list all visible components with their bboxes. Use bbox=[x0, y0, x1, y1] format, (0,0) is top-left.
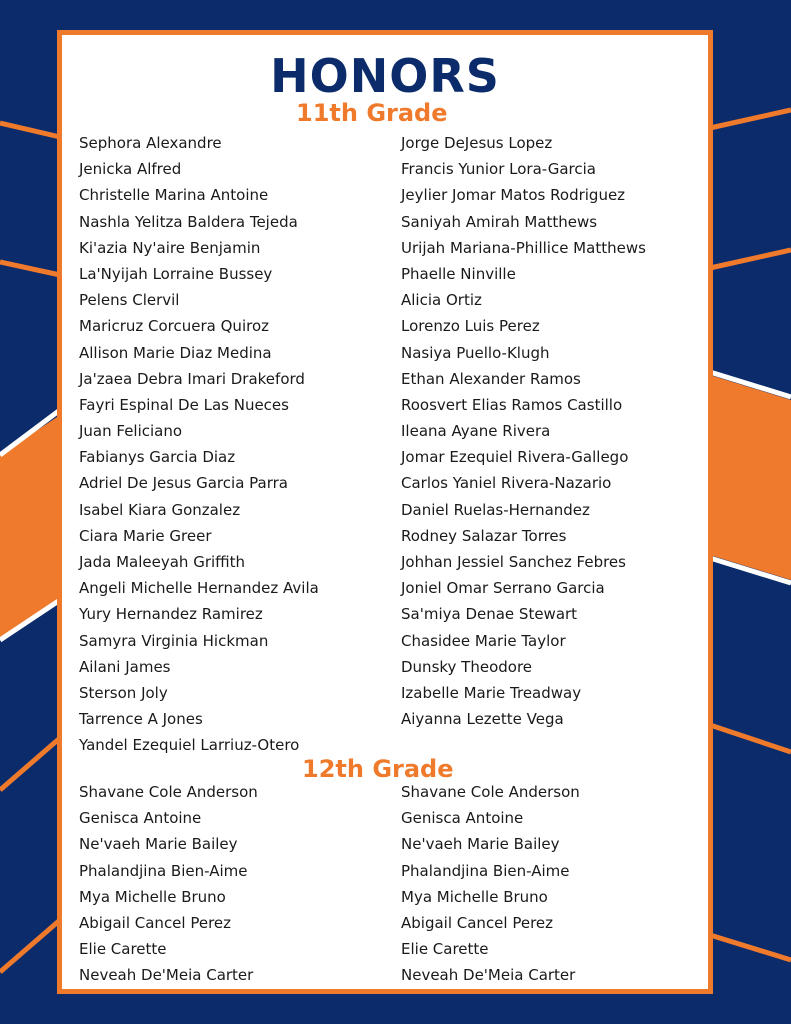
student-name: Pelens Clervil bbox=[79, 291, 180, 310]
student-name: Ne'vaeh Marie Bailey bbox=[401, 835, 560, 854]
student-name: Roosvert Elias Ramos Castillo bbox=[401, 395, 623, 414]
grade-12-heading: 12th Grade bbox=[302, 755, 454, 783]
student-name: Neveah De'Meia Carter bbox=[79, 966, 254, 985]
student-name: Alicia Ortiz bbox=[401, 291, 482, 310]
grade-11-list-left bbox=[79, 130, 319, 759]
student-name: Carlos Yaniel Rivera-Nazario bbox=[401, 474, 612, 493]
student-name: Yury Hernandez Ramirez bbox=[79, 605, 263, 624]
grade-11-list-right bbox=[401, 130, 646, 732]
student-name: Neveah De'Meia Carter bbox=[401, 966, 576, 985]
student-name: Izabelle Marie Treadway bbox=[401, 683, 582, 702]
student-name: Maricruz Corcuera Quiroz bbox=[79, 317, 269, 336]
student-name: Jomar Ezequiel Rivera-Gallego bbox=[401, 448, 629, 467]
honors-card bbox=[57, 30, 713, 994]
student-name: Jorge DeJesus Lopez bbox=[401, 134, 553, 152]
student-name: Christelle Marina Antoine bbox=[79, 186, 269, 205]
student-name: Ciara Marie Greer bbox=[79, 526, 212, 545]
student-name: Juan Feliciano bbox=[79, 422, 183, 441]
student-name: Nashla Yelitza Baldera Tejeda bbox=[79, 212, 298, 231]
student-name: Sa'miya Denae Stewart bbox=[401, 605, 578, 624]
student-name: Mya Michelle Bruno bbox=[401, 887, 548, 906]
student-name: La'Nyijah Lorraine Bussey bbox=[79, 264, 273, 283]
grade-12-list-right bbox=[401, 779, 580, 989]
student-name: Fabianys Garcia Diaz bbox=[79, 448, 236, 467]
student-name: Joniel Omar Serrano Garcia bbox=[401, 579, 605, 598]
grade-11-heading: 11th Grade bbox=[296, 99, 448, 127]
student-name: Francis Yunior Lora-Garcia bbox=[401, 160, 596, 179]
student-name: Jeylier Jomar Matos Rodriguez bbox=[401, 186, 626, 205]
student-name: Abigail Cancel Perez bbox=[79, 913, 232, 932]
student-name: Angeli Michelle Hernandez Avila bbox=[79, 579, 319, 598]
student-name: Genisca Antoine bbox=[401, 809, 524, 828]
student-name: Elie Carette bbox=[79, 940, 167, 959]
student-name: Lorenzo Luis Perez bbox=[401, 317, 540, 336]
student-name: Tarrence A Jones bbox=[79, 710, 203, 729]
student-name: Saniyah Amirah Matthews bbox=[401, 212, 598, 231]
student-name: Ja'zaea Debra Imari Drakeford bbox=[79, 369, 305, 388]
student-name: Rodney Salazar Torres bbox=[401, 526, 567, 545]
student-name: Nasiya Puello-Klugh bbox=[401, 343, 550, 362]
student-name: Samyra Virginia Hickman bbox=[79, 631, 269, 650]
student-name: Ileana Ayane Rivera bbox=[401, 422, 551, 441]
student-name: Sephora Alexandre bbox=[79, 134, 222, 152]
student-name: Dunsky Theodore bbox=[401, 657, 533, 676]
student-name: Ailani James bbox=[79, 657, 171, 676]
student-name: Adriel De Jesus Garcia Parra bbox=[79, 474, 288, 493]
student-name: Ethan Alexander Ramos bbox=[401, 369, 581, 388]
student-name: Johhan Jessiel Sanchez Febres bbox=[401, 553, 626, 571]
student-name: Ne'vaeh Marie Bailey bbox=[79, 835, 238, 854]
student-name: Jenicka Alfred bbox=[79, 160, 182, 179]
student-name: Fayri Espinal De Las Nueces bbox=[79, 395, 289, 414]
student-name: Urijah Mariana-Phillice Matthews bbox=[401, 238, 646, 257]
student-name: Yandel Ezequiel Larriuz-Otero bbox=[79, 736, 300, 755]
student-name: Chasidee Marie Taylor bbox=[401, 631, 566, 650]
student-name: Shavane Cole Anderson bbox=[79, 783, 258, 801]
student-name: Aiyanna Lezette Vega bbox=[401, 710, 564, 729]
grade-12-list-left bbox=[79, 779, 258, 989]
student-name: Phalandjina Bien-Aime bbox=[79, 861, 248, 880]
page-title: HONORS bbox=[270, 49, 500, 103]
student-name: Abigail Cancel Perez bbox=[401, 913, 554, 932]
student-name: Genisca Antoine bbox=[79, 809, 202, 828]
student-name: Jada Maleeyah Griffith bbox=[79, 553, 246, 571]
student-name: Isabel Kiara Gonzalez bbox=[79, 500, 241, 519]
student-name: Ki'azia Ny'aire Benjamin bbox=[79, 238, 261, 257]
student-name: Phaelle Ninville bbox=[401, 264, 516, 283]
student-name: Shavane Cole Anderson bbox=[401, 783, 580, 801]
student-name: Allison Marie Diaz Medina bbox=[79, 343, 272, 362]
student-name: Phalandjina Bien-Aime bbox=[401, 861, 570, 880]
student-name: Sterson Joly bbox=[79, 683, 168, 702]
student-name: Mya Michelle Bruno bbox=[79, 887, 226, 906]
student-name: Daniel Ruelas-Hernandez bbox=[401, 500, 590, 519]
student-name: Elie Carette bbox=[401, 940, 489, 959]
